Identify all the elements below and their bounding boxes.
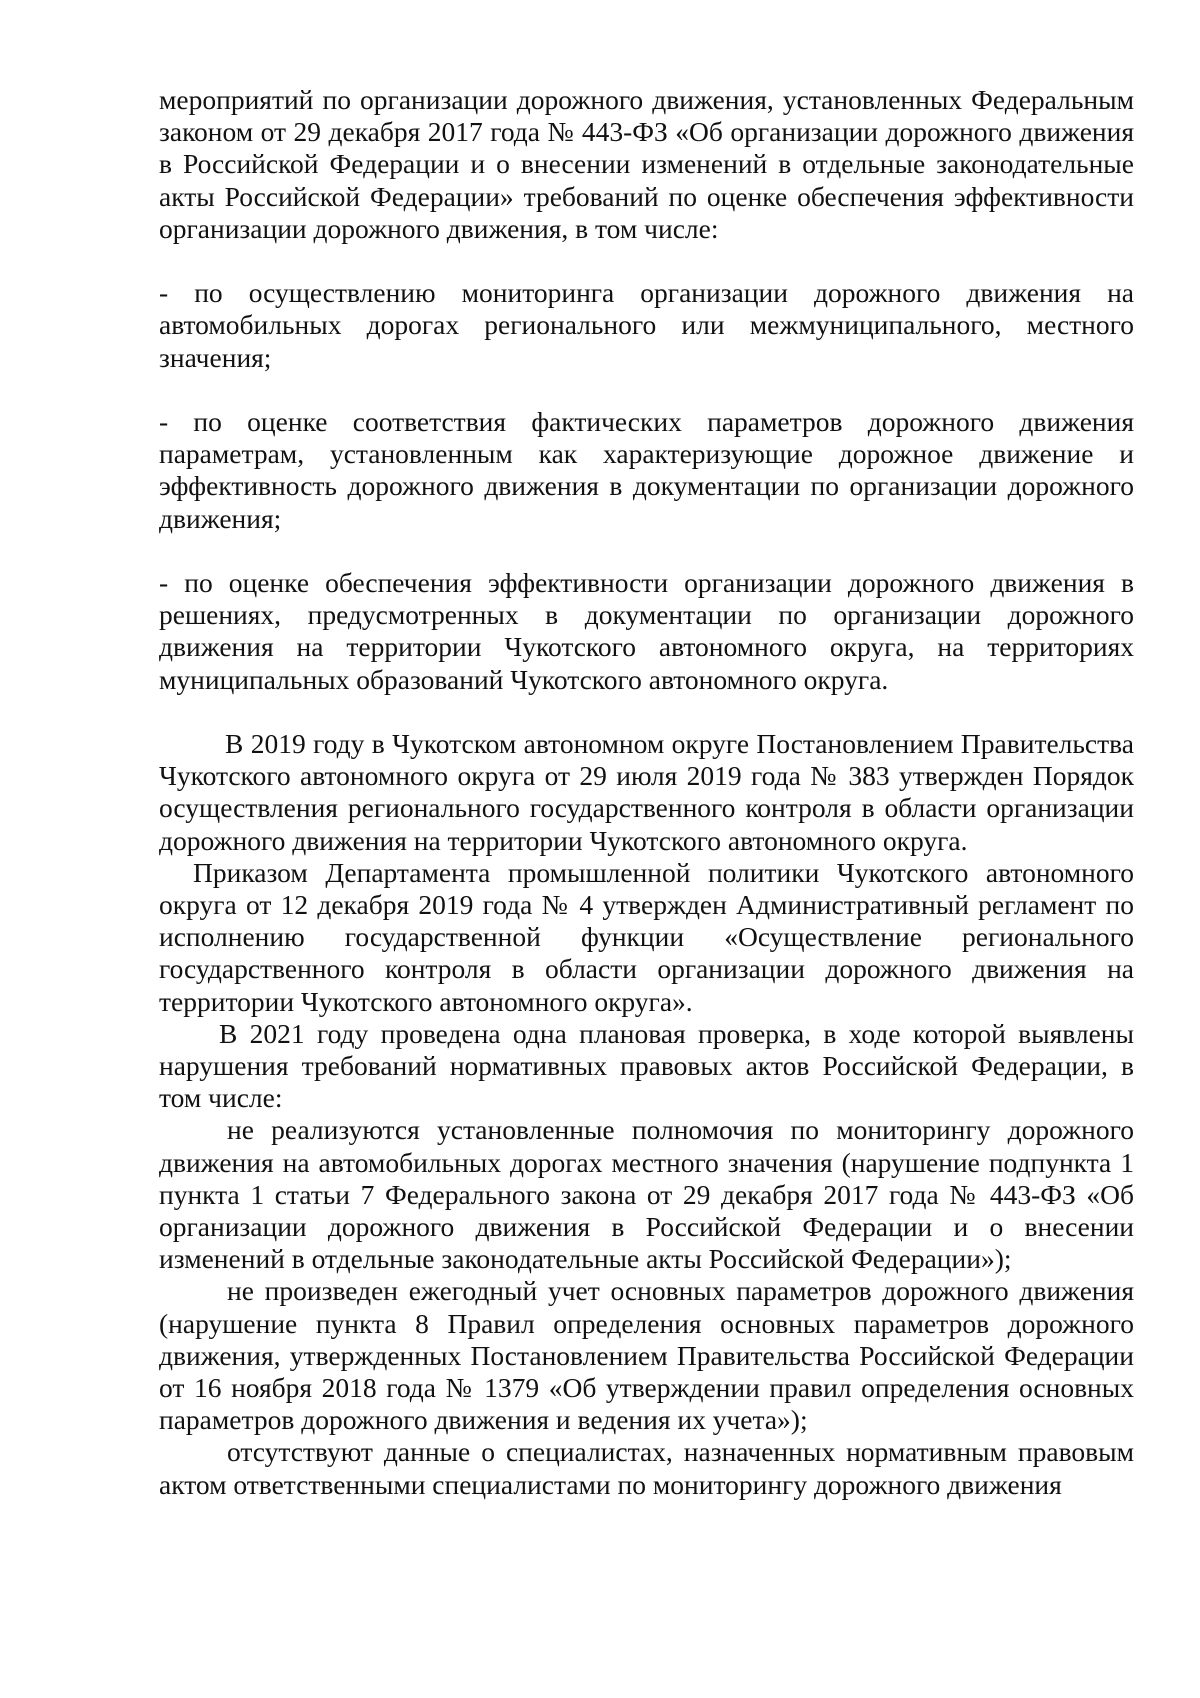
list-item-efficiency-assessment: - по оценке обеспечения эффективности организации дорожного движения в решениях, предусмотренных в документации по организации дорожного движения на территории Чукотского автономного округа, на территориях муниципальных образований Чукотского автономного округа.: [159, 567, 1134, 695]
list-item-monitoring: - по осуществлению мониторинга организации дорожного движения на автомобильных дорогах регионального или межмуниципального, местного значения;: [159, 277, 1134, 373]
paragraph-inspection-2021: В 2021 году проведена одна плановая проверка, в ходе которой выявлены нарушения требований нормативных правовых актов Российской Федерации, в том числе:: [159, 1017, 1134, 1114]
paragraph-violation-specialists: отсутствуют данные о специалистах, назначенных нормативным правовым актом ответственными специалистами по мониторингу дорожного движения: [159, 1436, 1134, 1500]
paragraph-spacer: [159, 535, 1134, 567]
paragraph-resolution-2019: В 2019 году в Чукотском автономном округе Постановлением Правительства Чукотского автономного округа от 29 июля 2019 года № 383 утвержден Порядок осуществления регионального государственного контроля в области организации дорожного движения на территории Чукотского автономного округа.: [159, 728, 1134, 856]
paragraph-measures-requirements: мероприятий по организации дорожного движения, установленных Федеральным законом от 29 декабря 2017 года № 443-ФЗ «Об организации дорожного движения в Российской Федерации и о внесении изменений в отдельные законодательные акты Российской Федерации» требований по оценке обеспечения эффективности организации дорожного движения, в том числе:: [159, 84, 1134, 244]
paragraph-order-department: Приказом Департамента промышленной политики Чукотского автономного округа от 12 декабря 2019 года № 4 утвержден Административный регламент по исполнению государственной функции «Осуществление регионального государственного контроля в области организации дорожного движения на территории Чукотского автономного округа».: [159, 856, 1134, 1017]
paragraph-spacer: [159, 696, 1134, 728]
paragraph-spacer: [159, 374, 1134, 406]
paragraph-spacer: [159, 245, 1134, 277]
document-page: [159, 84, 1134, 1501]
paragraph-violation-accounting: не произведен ежегодный учет основных параметров дорожного движения (нарушение пункта 8 Правил определения основных параметров дорожного движения, утвержденных Постановлением Правительства Российской Федерации от 16 ноября 2018 года № 1379 «Об утверждении правил определения основных параметров дорожного движения и ведения их учета»);: [159, 1275, 1134, 1436]
paragraph-violation-monitoring: не реализуются установленные полномочия по мониторингу дорожного движения на автомобильных дорогах местного значения (нарушение подпункта 1 пункта 1 статьи 7 Федерального закона от 29 декабря 2017 года № 443-ФЗ «Об организации дорожного движения в Российской Федерации и о внесении изменений в отдельные законодательные акты Российской Федерации»);: [159, 1114, 1134, 1275]
list-item-parameters-assessment: - по оценке соответствия фактических параметров дорожного движения параметрам, установленным как характеризующие дорожное движение и эффективность дорожного движения в документации по организации дорожного движения;: [159, 406, 1134, 534]
